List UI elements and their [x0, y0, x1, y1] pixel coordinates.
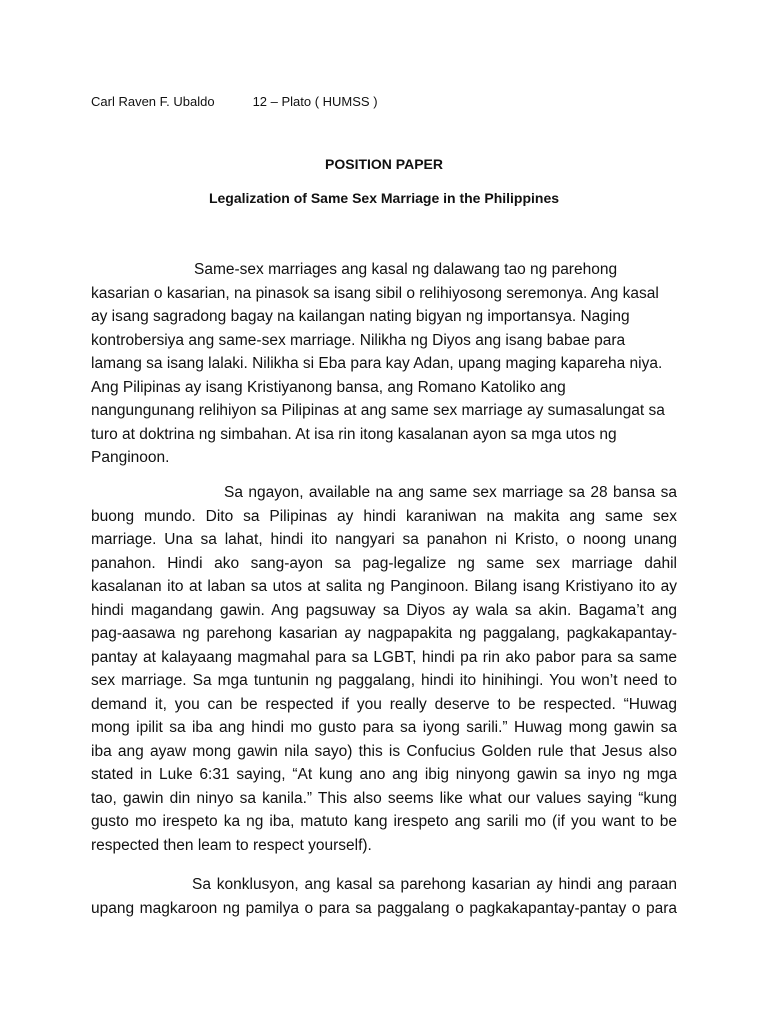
document-type-heading: POSITION PAPER	[325, 156, 443, 172]
text-line: Sa ngayon, available na ang same sex marriage sa 28 bansa sa	[224, 484, 677, 501]
text-line: Panginoon.	[91, 449, 170, 466]
text-line: iba ang ayaw mong gawin nila sayo) this is Confucius Golden rule that Jesus also	[91, 742, 677, 760]
author-name: Carl Raven F. Ubaldo	[91, 94, 215, 109]
text-line: stated in Luke 6:31 saying, “At kung ano ang ibig ninyong gawin sa inyo ng mga	[91, 766, 677, 783]
text-line: Ang Pilipinas ay isang Kristiyanong bansa, ang Romano Katoliko ang	[91, 378, 566, 396]
text-line: nangungunang relihiyon sa Pilipinas at ang same sex marriage ay sumasalungat sa	[91, 402, 665, 419]
text-line: pag-aasawa ng parehong kasarian ay nagpapakita ng paggalang, pagkakapantay-	[91, 625, 677, 642]
text-line: Same-sex marriages ang kasal ng dalawang tao ng parehong	[194, 261, 618, 278]
text-line: lamang sa isang lalaki. Nilikha si Eba para kay Adan, upang maging kapareha niya.	[91, 355, 663, 372]
text-line: sex marriage. Sa mga tuntunin ng paggalang, hindi ito hinihingi. You won’t need to	[91, 672, 677, 689]
text-line: turo at doktrina ng simbahan. At isa rin itong kasalanan ayon sa mga utos ng	[91, 425, 617, 443]
text-line: marriage. Una sa lahat, hindi ito nangyari sa panahon ni Kristo, o noong unang	[91, 531, 677, 548]
document-title: Legalization of Same Sex Marriage in the Philippines	[208, 190, 560, 206]
text-line: Sa konklusyon, ang kasal sa parehong kasarian ay hindi ang paraan	[192, 876, 677, 893]
text-line: demand it, you can be respected if you really deserve to be respected. “Huwag	[91, 695, 677, 713]
text-line: panahon. Hindi ako sang-ayon sa pag-legalize ng same sex marriage dahil	[91, 554, 677, 572]
paragraph-conclusion	[91, 873, 677, 920]
text-line: kasarian o kasarian, na pinasok sa isang sibil o relihiyosong seremonya. Ang kasal	[91, 284, 659, 302]
text-line: mong ipilit sa iba ang hindi mo gusto para sa iyong sarili.” Huwag mong gawin sa	[91, 719, 677, 736]
text-line: respected then leam to respect yourself).	[91, 836, 372, 854]
paragraph-body	[91, 481, 677, 857]
class-section: 12 – Plato ( HUMSS )	[252, 94, 378, 109]
text-line: ay isang sagradong bagay na kailangan nating bigyan ng importansya. Naging	[91, 308, 630, 325]
text-line: upang magkaroon ng pamilya o para sa paggalang o pagkakapantay-pantay o para	[91, 899, 677, 917]
text-line: buong mundo. Dito sa Pilipinas ay hindi karaniwan na makita ang same sex	[91, 507, 677, 525]
text-line: tao, gawin din ninyo sa kanila.” This also seems like what our values saying “kung	[91, 789, 677, 807]
student-header	[91, 94, 378, 110]
paragraph-introduction	[91, 258, 677, 470]
text-line: gusto mo irespeto ka ng iba, matuto kang irespeto ang sarili mo (if you want to be	[91, 813, 677, 830]
text-line: hindi magandang gawin. Ang pagsuway sa Diyos ay wala sa akin. Bagama’t ang	[91, 601, 677, 619]
text-line: pantay at kalayaang magmahal para sa LGBT, hindi pa rin ako pabor para sa same	[91, 648, 677, 666]
text-line: kasalanan ito at laban sa utos at salita ng Panginoon. Bilang isang Kristiyano ito ay	[91, 578, 677, 595]
text-line: kontrobersiya ang same-sex marriage. Nilikha ng Diyos ang isang babae para	[91, 331, 626, 349]
